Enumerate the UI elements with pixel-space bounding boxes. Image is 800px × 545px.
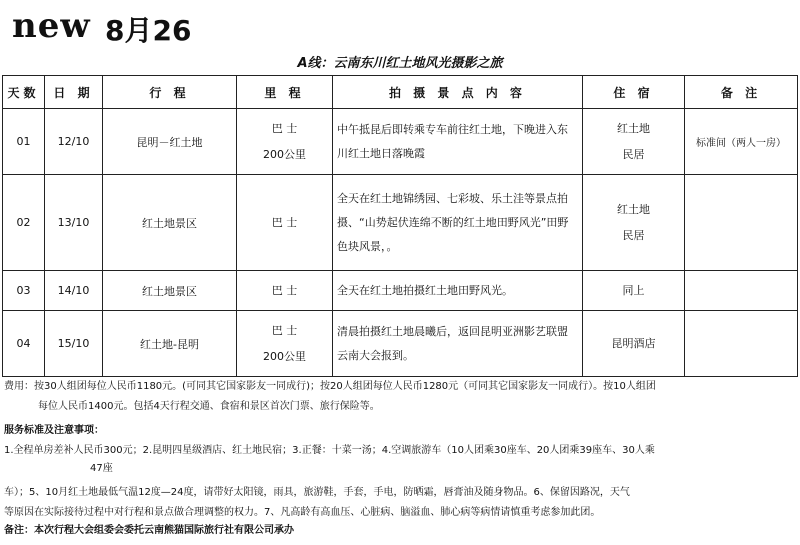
header-date: 日 期: [45, 76, 103, 109]
row-date: 15/10: [45, 311, 103, 377]
standards-line-4: 等原因在实际接待过程中对行程和景点做合理调整的权力。7、凡高龄有高血压、心脏病、脑溢血、肺心病等病情请慎重考虑参加此团。: [4, 507, 601, 518]
row-remark: [685, 175, 798, 271]
row-route: 红土地景区: [103, 175, 237, 271]
fee-line-1: 费用：按30人组团每位人民币1180元。(可同其它国家影友一同成行)；按20人组团每位人民币1280元（可同其它国家影友一同成行）。按10人组团: [4, 381, 656, 392]
header-new: new: [12, 6, 91, 46]
row-distance: [237, 311, 333, 377]
remark-line: 备注：本次行程大会组委会委托云南熊猫国际旅行社有限公司承办: [4, 525, 294, 536]
row-date: 12/10: [45, 109, 103, 175]
row-content: 中午抵昆后即转乘专车前往红土地，下晚进入东川红土地日落晚霞: [333, 109, 583, 175]
row-content: 清晨拍摄红土地晨曦后，返回昆明亚洲影艺联盟云南大会报到。: [333, 311, 583, 377]
standards-title: 服务标准及注意事项：: [4, 425, 104, 436]
standards-line-3: 车）；5、10月红土地最低气温12度—24度，请带好太阳镜，雨具，旅游鞋，手套，手电，防晒霜，唇膏油及随身物品。6、保留因路况，天气: [4, 487, 630, 498]
table-row: [3, 311, 798, 377]
row-lodging-2: 民居: [622, 147, 645, 161]
itinerary-table: [2, 75, 798, 377]
row-lodging: [583, 109, 685, 175]
row-transport: 巴 士: [271, 215, 298, 229]
row-lodging: [583, 311, 685, 377]
row-transport: 巴 士: [271, 323, 298, 337]
row-lodging-1: 同上: [622, 283, 645, 297]
row-lodging-2: 民居: [622, 228, 645, 242]
header-remark: 备 注: [685, 76, 798, 109]
row-remark: [685, 271, 798, 311]
row-lodging: [583, 271, 685, 311]
table-row: [3, 175, 798, 271]
row-km: 200公里: [263, 147, 306, 161]
row-day: 03: [3, 271, 45, 311]
row-content: 全天在红土地拍摄红土地田野风光。: [333, 271, 583, 311]
standards-line-1: 1.全程单房差补人民币300元；2.昆明四星级酒店、红土地民宿；3.正餐：十菜一汤；4.空调旅游车（10人团乘30座车、20人团乘39座车、30人乘: [4, 445, 655, 456]
row-day: 04: [3, 311, 45, 377]
row-date: 14/10: [45, 271, 103, 311]
header-lodging: 住 宿: [583, 76, 685, 109]
row-lodging: [583, 175, 685, 271]
route-title: A线：云南东川红土地风光摄影之旅: [297, 56, 503, 71]
row-lodging-1: 红土地: [617, 121, 650, 135]
row-remark: 标准间（两人一房）: [685, 109, 798, 175]
row-transport: 巴 士: [271, 283, 298, 297]
row-route: 昆明－红土地: [103, 109, 237, 175]
row-lodging-1: 昆明酒店: [611, 336, 656, 350]
row-distance: [237, 271, 333, 311]
row-transport: 巴 士: [271, 121, 298, 135]
row-route: 红土地景区: [103, 271, 237, 311]
row-remark: [685, 311, 798, 377]
header-date: 8月26: [105, 14, 192, 47]
row-distance: [237, 109, 333, 175]
row-lodging-1: 红土地: [617, 202, 650, 216]
fee-line-2: 每位人民币1400元。包括4天行程交通、食宿和景区首次门票、旅行保险等。: [38, 401, 380, 412]
header-day: 天数: [3, 76, 45, 109]
table-row: [3, 109, 798, 175]
row-content: 全天在红土地锦绣园、七彩坡、乐土洼等景点拍摄、“山势起伏连绵不断的红土地田野风光”田野色块风景，。: [333, 175, 583, 271]
header-content: 拍 摄 景 点 内 容: [333, 76, 583, 109]
header-route: 行 程: [103, 76, 237, 109]
row-distance: [237, 175, 333, 271]
standards-line-2: 47座: [90, 463, 113, 474]
table-header-row: [3, 76, 798, 109]
row-date: 13/10: [45, 175, 103, 271]
row-day: 02: [3, 175, 45, 271]
row-route: 红土地-昆明: [103, 311, 237, 377]
header-distance: 里 程: [237, 76, 333, 109]
table-row: [3, 271, 798, 311]
row-day: 01: [3, 109, 45, 175]
row-km: 200公里: [263, 349, 306, 363]
